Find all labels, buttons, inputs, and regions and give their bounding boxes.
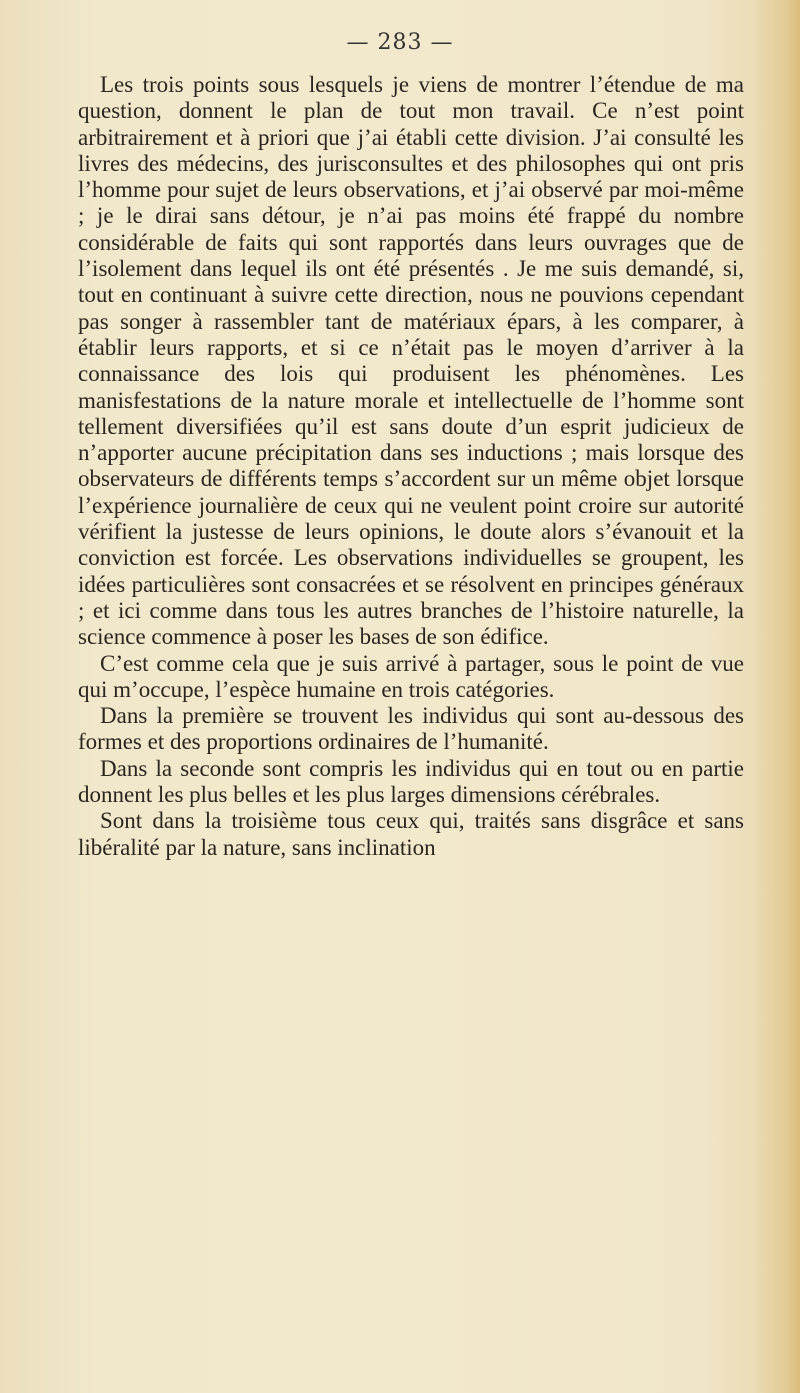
paragraph-2: C’est comme cela que je suis arrivé à partager, sous le point de vue qui m’occupe, l’espèce humaine en trois catégories.	[78, 650, 744, 702]
body-text	[78, 72, 744, 861]
paragraph-5: Sont dans la troisième tous ceux qui, traités sans disgrâce et sans libéralité par la nature, sans inclination	[78, 808, 744, 860]
paragraph-4: Dans la seconde sont compris les individus qui en tout ou en partie donnent les plus belles et les plus larges dimensions cérébrales.	[78, 755, 744, 808]
paragraph-3: Dans la première se trouvent les individus qui sont au-dessous des formes et des proportions ordinaires de l’humanité.	[78, 703, 744, 755]
page-number: — 283 —	[346, 30, 454, 55]
paragraph-1: Les trois points sous lesquels je viens de montrer l’étendue de ma question, donnent le plan de tout mon travail. Ce n’est point arbitrairement et à priori que j’ai établi cette division. J’ai consulté les livres des médecins, des jurisconsultes et des philosophes qui ont pris l’homme pour sujet de leurs observations, et j’ai observé par moi-même ; je le dirai sans détour, je n’ai pas moins été frappé du nombre considérable de faits qui sont rapportés dans leurs ouvrages que de l’isolement dans lequel ils ont été présentés . Je me suis demandé, si, tout en continuant à suivre cette direction, nous ne pouvions cependant pas songer à rassembler tant de matériaux épars, à les comparer, à établir leurs rapports, et si ce n’était pas le moyen d’arriver à la connaissance des lois qui produisent les phénomènes. Les manisfestations de la nature morale et intellectuelle de l’homme sont tellement diversifiées qu’il est sans doute d’un esprit judicieux de n’apporter aucune précipitation dans ses inductions ; mais lorsque des observateurs de différents temps s’accordent sur un même objet lorsque l’expérience journalière de ceux qui ne veulent point croire sur autorité vérifient la justesse de leurs opinions, le doute alors s’évanouit et la conviction est forcée. Les observations individuelles se groupent, les idées particulières sont consacrées et se résolvent en principes généraux ; et ici comme dans tous les autres branches de l’histoire naturelle, la science commence à poser les bases de son édifice.	[78, 72, 744, 650]
page-edge-stain	[754, 0, 800, 1393]
